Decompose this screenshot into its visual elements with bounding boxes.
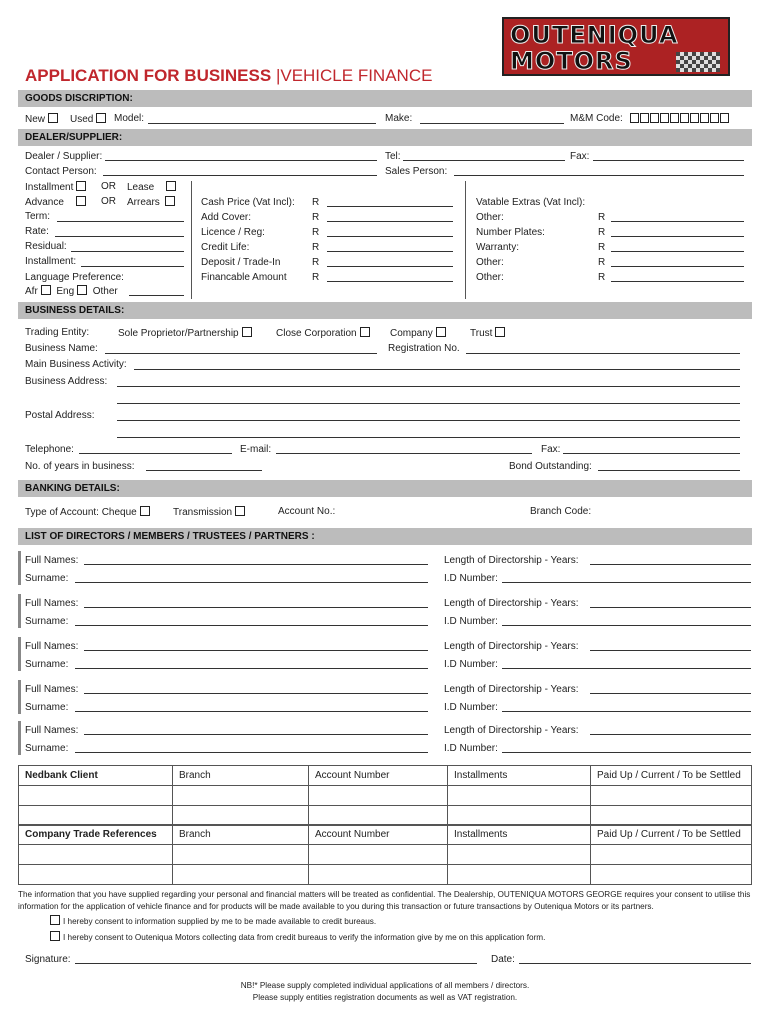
surname-field[interactable] bbox=[75, 668, 428, 669]
logo-line1: OUTENIQUA bbox=[510, 21, 679, 49]
director-block-bar bbox=[18, 551, 21, 585]
trust-option[interactable]: Trust bbox=[470, 327, 505, 340]
email-label: E-mail: bbox=[240, 444, 272, 455]
close-corporation-option[interactable]: Close Corporation bbox=[276, 327, 370, 340]
table-cell[interactable] bbox=[173, 806, 309, 826]
table-cell[interactable] bbox=[448, 865, 591, 885]
currency-label: R bbox=[598, 257, 606, 268]
consent-option-1[interactable]: I hereby consent to information supplied by me to be made available to credit bureaus. bbox=[50, 915, 376, 928]
cost-label: Deposit / Trade-In bbox=[201, 257, 281, 268]
business-fax-label: Fax: bbox=[541, 444, 561, 455]
transmission-checkbox[interactable] bbox=[235, 506, 245, 516]
surname-label: Surname: bbox=[25, 616, 69, 627]
table-cell[interactable] bbox=[19, 786, 173, 806]
cost-label: Licence / Reg: bbox=[201, 227, 265, 238]
mm-code-label: M&M Code: bbox=[570, 113, 623, 124]
years-in-business-field[interactable] bbox=[146, 470, 262, 471]
cost-label: Financable Amount bbox=[201, 272, 287, 283]
consent-paragraph: The information that you have supplied regarding your personal and financial matters will be treated as confidential. The Dealership, OUTENIQUA MOTORS GEORGE requires your consent to utilise this information for the application of vehicle finance and for products will be made available to you during this transaction or future transactions by Outeniqua Motors or its partners. bbox=[18, 890, 751, 911]
account-no-label: Account No.: bbox=[278, 506, 336, 517]
table-cell[interactable] bbox=[19, 865, 173, 885]
cost-label: Cash Price (Vat Incl): bbox=[201, 197, 295, 208]
other-language-field[interactable] bbox=[129, 295, 184, 296]
page-title: APPLICATION FOR BUSINESS |VEHICLE FINANCE bbox=[25, 66, 433, 85]
id-number-label: I.D Number: bbox=[444, 659, 498, 670]
lease-option[interactable]: Lease bbox=[127, 181, 176, 194]
mm-code-boxes[interactable] bbox=[630, 113, 730, 125]
full-names-label: Full Names: bbox=[25, 555, 79, 566]
extra-label: Other: bbox=[476, 257, 504, 268]
cost-field[interactable] bbox=[327, 281, 453, 282]
business-section-header: BUSINESS DETAILS: bbox=[18, 302, 752, 319]
afr-checkbox[interactable] bbox=[41, 285, 51, 295]
cheque-checkbox[interactable] bbox=[140, 506, 150, 516]
consent-option-2[interactable]: I hereby consent to Outeniqua Motors collecting data from credit bureaus to verify the information give by me on this application form. bbox=[50, 931, 545, 944]
signature-field[interactable] bbox=[75, 963, 477, 964]
telephone-label: Telephone: bbox=[25, 444, 74, 455]
email-field[interactable] bbox=[276, 453, 532, 454]
dealer-supplier-label: Dealer / Supplier: bbox=[25, 151, 103, 162]
surname-label: Surname: bbox=[25, 743, 69, 754]
table-cell[interactable] bbox=[591, 806, 752, 826]
cost-field[interactable] bbox=[327, 266, 453, 267]
telephone-field[interactable] bbox=[79, 453, 232, 454]
cost-field[interactable] bbox=[327, 236, 453, 237]
or-label-2: OR bbox=[101, 196, 116, 207]
table1-header-4: Paid Up / Current / To be Settled bbox=[591, 766, 752, 786]
column-divider-1 bbox=[191, 181, 192, 299]
id-number-label: I.D Number: bbox=[444, 573, 498, 584]
or-label-1: OR bbox=[101, 181, 116, 192]
installment-option[interactable]: Installment bbox=[25, 181, 86, 194]
company-option[interactable]: Company bbox=[390, 327, 446, 340]
cheque-option[interactable]: Type of Account: Cheque bbox=[25, 506, 150, 519]
currency-label: R bbox=[598, 242, 606, 253]
dealer-section-header: DEALER/SUPPLIER: bbox=[18, 129, 752, 146]
business-address-field-2[interactable] bbox=[117, 403, 740, 404]
make-field[interactable] bbox=[420, 123, 564, 124]
table-cell[interactable] bbox=[173, 845, 309, 865]
language-label: Language Preference: bbox=[25, 272, 124, 283]
nb-note-1: NB!* Please supply completed individual applications of all members / directors. bbox=[240, 981, 530, 990]
language-options: Afr Eng Other bbox=[25, 286, 118, 297]
installment-amount-field[interactable] bbox=[81, 266, 184, 267]
director-block-bar bbox=[18, 594, 21, 628]
sole-proprietor-checkbox[interactable] bbox=[242, 327, 252, 337]
arrears-checkbox[interactable] bbox=[165, 196, 175, 206]
extra-label: Warranty: bbox=[476, 242, 519, 253]
table2-header-3: Installments bbox=[448, 825, 591, 845]
table1-header-1: Branch bbox=[173, 766, 309, 786]
table2-header-2: Account Number bbox=[309, 825, 448, 845]
business-name-label: Business Name: bbox=[25, 343, 98, 354]
director-block-bar bbox=[18, 721, 21, 755]
table-cell[interactable] bbox=[19, 806, 173, 826]
main-activity-field[interactable] bbox=[134, 369, 740, 370]
id-number-field[interactable] bbox=[502, 668, 751, 669]
surname-label: Surname: bbox=[25, 573, 69, 584]
company-checkbox[interactable] bbox=[436, 327, 446, 337]
eng-checkbox[interactable] bbox=[77, 285, 87, 295]
business-address-label: Business Address: bbox=[25, 376, 108, 387]
tel-field[interactable] bbox=[403, 160, 565, 161]
years-in-business-label: No. of years in business: bbox=[25, 461, 135, 472]
directors-section-header: LIST OF DIRECTORS / MEMBERS / TRUSTEES / PARTNERS : bbox=[18, 528, 752, 545]
surname-field[interactable] bbox=[75, 625, 428, 626]
directorship-length-field[interactable] bbox=[590, 734, 751, 735]
directorship-length-field[interactable] bbox=[590, 650, 751, 651]
table-cell[interactable] bbox=[309, 806, 448, 826]
used-option[interactable]: Used bbox=[70, 113, 106, 126]
table-cell[interactable] bbox=[591, 845, 752, 865]
trade-references-table bbox=[18, 824, 752, 885]
directorship-length-label: Length of Directorship - Years: bbox=[444, 598, 579, 609]
make-label: Make: bbox=[385, 113, 413, 124]
postal-address-label: Postal Address: bbox=[25, 410, 95, 421]
surname-label: Surname: bbox=[25, 659, 69, 670]
table-cell[interactable] bbox=[19, 845, 173, 865]
extra-field[interactable] bbox=[611, 236, 744, 237]
surname-field[interactable] bbox=[75, 711, 428, 712]
extra-field[interactable] bbox=[611, 221, 744, 222]
table1-header-0: Nedbank Client bbox=[19, 766, 173, 786]
currency-label: R bbox=[312, 227, 320, 238]
advance-checkbox[interactable] bbox=[76, 196, 86, 206]
residual-field[interactable] bbox=[71, 251, 184, 252]
term-label: Term: bbox=[25, 211, 50, 222]
postal-address-field-1[interactable] bbox=[117, 420, 740, 421]
currency-label: R bbox=[598, 212, 606, 223]
full-names-field[interactable] bbox=[84, 607, 428, 608]
lease-checkbox[interactable] bbox=[166, 181, 176, 191]
transmission-option[interactable]: Transmission bbox=[173, 506, 245, 519]
model-label: Model: bbox=[114, 113, 145, 124]
full-names-label: Full Names: bbox=[25, 725, 79, 736]
directorship-length-field[interactable] bbox=[590, 564, 751, 565]
main-activity-label: Main Business Activity: bbox=[25, 359, 127, 370]
full-names-label: Full Names: bbox=[25, 684, 79, 695]
cost-field[interactable] bbox=[327, 221, 453, 222]
currency-label: R bbox=[312, 212, 320, 223]
extra-label: Other: bbox=[476, 212, 504, 223]
arrears-option[interactable]: Arrears bbox=[127, 196, 175, 209]
outeniqua-motors-logo bbox=[502, 17, 730, 76]
goods-section-header: GOODS DISCRIPTION: bbox=[18, 90, 752, 107]
id-number-field[interactable] bbox=[502, 752, 751, 753]
id-number-field[interactable] bbox=[502, 582, 751, 583]
term-field[interactable] bbox=[57, 221, 184, 222]
table-cell[interactable] bbox=[309, 865, 448, 885]
id-number-label: I.D Number: bbox=[444, 702, 498, 713]
logo-line2: MOTORS bbox=[510, 47, 633, 75]
director-block-bar bbox=[18, 680, 21, 714]
currency-label: R bbox=[598, 227, 606, 238]
extra-field[interactable] bbox=[611, 281, 744, 282]
business-name-field[interactable] bbox=[105, 353, 377, 354]
surname-field[interactable] bbox=[75, 752, 428, 753]
currency-label: R bbox=[312, 272, 320, 283]
extra-label: Other: bbox=[476, 272, 504, 283]
sole-proprietor-option[interactable]: Sole Proprietor/Partnership bbox=[118, 327, 252, 340]
column-divider-2 bbox=[465, 181, 466, 299]
full-names-field[interactable] bbox=[84, 564, 428, 565]
business-address-field-1[interactable] bbox=[117, 386, 740, 387]
table-cell[interactable] bbox=[448, 786, 591, 806]
extra-field[interactable] bbox=[611, 266, 744, 267]
table-cell[interactable] bbox=[309, 845, 448, 865]
bond-outstanding-label: Bond Outstanding: bbox=[509, 461, 592, 472]
table2-header-1: Branch bbox=[173, 825, 309, 845]
surname-label: Surname: bbox=[25, 702, 69, 713]
installment-amount-label: Installment: bbox=[25, 256, 77, 267]
extra-label: Number Plates: bbox=[476, 227, 545, 238]
currency-label: R bbox=[312, 197, 320, 208]
registration-label: Registration No. bbox=[388, 343, 460, 354]
new-option[interactable]: New bbox=[25, 113, 58, 126]
currency-label: R bbox=[312, 242, 320, 253]
table-cell[interactable] bbox=[309, 786, 448, 806]
full-names-label: Full Names: bbox=[25, 641, 79, 652]
date-field[interactable] bbox=[519, 963, 751, 964]
banking-section-header: BANKING DETAILS: bbox=[18, 480, 752, 497]
checkered-flag-icon bbox=[676, 52, 720, 72]
directorship-length-label: Length of Directorship - Years: bbox=[444, 555, 579, 566]
extra-label: Vatable Extras (Vat Incl): bbox=[476, 197, 586, 208]
table-cell[interactable] bbox=[591, 865, 752, 885]
model-field[interactable] bbox=[148, 123, 376, 124]
consent-checkbox-1[interactable] bbox=[50, 915, 60, 925]
fax-label: Fax: bbox=[570, 151, 590, 162]
full-names-label: Full Names: bbox=[25, 598, 79, 609]
close-corporation-checkbox[interactable] bbox=[360, 327, 370, 337]
full-names-field[interactable] bbox=[84, 650, 428, 651]
trust-checkbox[interactable] bbox=[495, 327, 505, 337]
directorship-length-field[interactable] bbox=[590, 693, 751, 694]
table-cell[interactable] bbox=[591, 786, 752, 806]
sales-person-label: Sales Person: bbox=[385, 166, 448, 177]
surname-field[interactable] bbox=[75, 582, 428, 583]
registration-field[interactable] bbox=[466, 353, 740, 354]
business-fax-field[interactable] bbox=[563, 453, 740, 454]
id-number-label: I.D Number: bbox=[444, 743, 498, 754]
directorship-length-label: Length of Directorship - Years: bbox=[444, 641, 579, 652]
rate-field[interactable] bbox=[55, 236, 184, 237]
id-number-label: I.D Number: bbox=[444, 616, 498, 627]
currency-label: R bbox=[312, 257, 320, 268]
signature-label: Signature: bbox=[25, 954, 71, 965]
table2-header-4: Paid Up / Current / To be Settled bbox=[591, 825, 752, 845]
installment-checkbox[interactable] bbox=[76, 181, 86, 191]
table-cell[interactable] bbox=[173, 865, 309, 885]
full-names-field[interactable] bbox=[84, 693, 428, 694]
contact-person-label: Contact Person: bbox=[25, 166, 97, 177]
currency-label: R bbox=[598, 272, 606, 283]
postal-address-field-2[interactable] bbox=[117, 437, 740, 438]
new-checkbox[interactable] bbox=[48, 113, 58, 123]
extra-field[interactable] bbox=[611, 251, 744, 252]
cost-label: Credit Life: bbox=[201, 242, 250, 253]
table1-header-2: Account Number bbox=[309, 766, 448, 786]
cost-field[interactable] bbox=[327, 206, 453, 207]
id-number-field[interactable] bbox=[502, 625, 751, 626]
advance-option[interactable]: Advance bbox=[25, 196, 86, 209]
table-cell[interactable] bbox=[448, 806, 591, 826]
cost-label: Add Cover: bbox=[201, 212, 252, 223]
residual-label: Residual: bbox=[25, 241, 67, 252]
fax-field[interactable] bbox=[593, 160, 744, 161]
table-cell[interactable] bbox=[448, 845, 591, 865]
consent-checkbox-2[interactable] bbox=[50, 931, 60, 941]
table2-header-0: Company Trade References bbox=[19, 825, 173, 845]
used-checkbox[interactable] bbox=[96, 113, 106, 123]
dealer-supplier-field[interactable] bbox=[105, 160, 377, 161]
table1-header-3: Installments bbox=[448, 766, 591, 786]
rate-label: Rate: bbox=[25, 226, 49, 237]
directorship-length-label: Length of Directorship - Years: bbox=[444, 725, 579, 736]
full-names-field[interactable] bbox=[84, 734, 428, 735]
table-cell[interactable] bbox=[173, 786, 309, 806]
directorship-length-label: Length of Directorship - Years: bbox=[444, 684, 579, 695]
trading-entity-label: Trading Entity: bbox=[25, 327, 90, 338]
id-number-field[interactable] bbox=[502, 711, 751, 712]
contact-person-field[interactable] bbox=[103, 175, 377, 176]
nedbank-client-table bbox=[18, 765, 752, 826]
cost-field[interactable] bbox=[327, 251, 453, 252]
tel-label: Tel: bbox=[385, 151, 401, 162]
directorship-length-field[interactable] bbox=[590, 607, 751, 608]
director-block-bar bbox=[18, 637, 21, 671]
branch-code-label: Branch Code: bbox=[530, 506, 592, 517]
nb-note-2: Please supply entities registration documents as well as VAT registration. bbox=[252, 993, 518, 1002]
date-label: Date: bbox=[491, 954, 515, 965]
bond-outstanding-field[interactable] bbox=[598, 470, 740, 471]
sales-person-field[interactable] bbox=[454, 175, 744, 176]
